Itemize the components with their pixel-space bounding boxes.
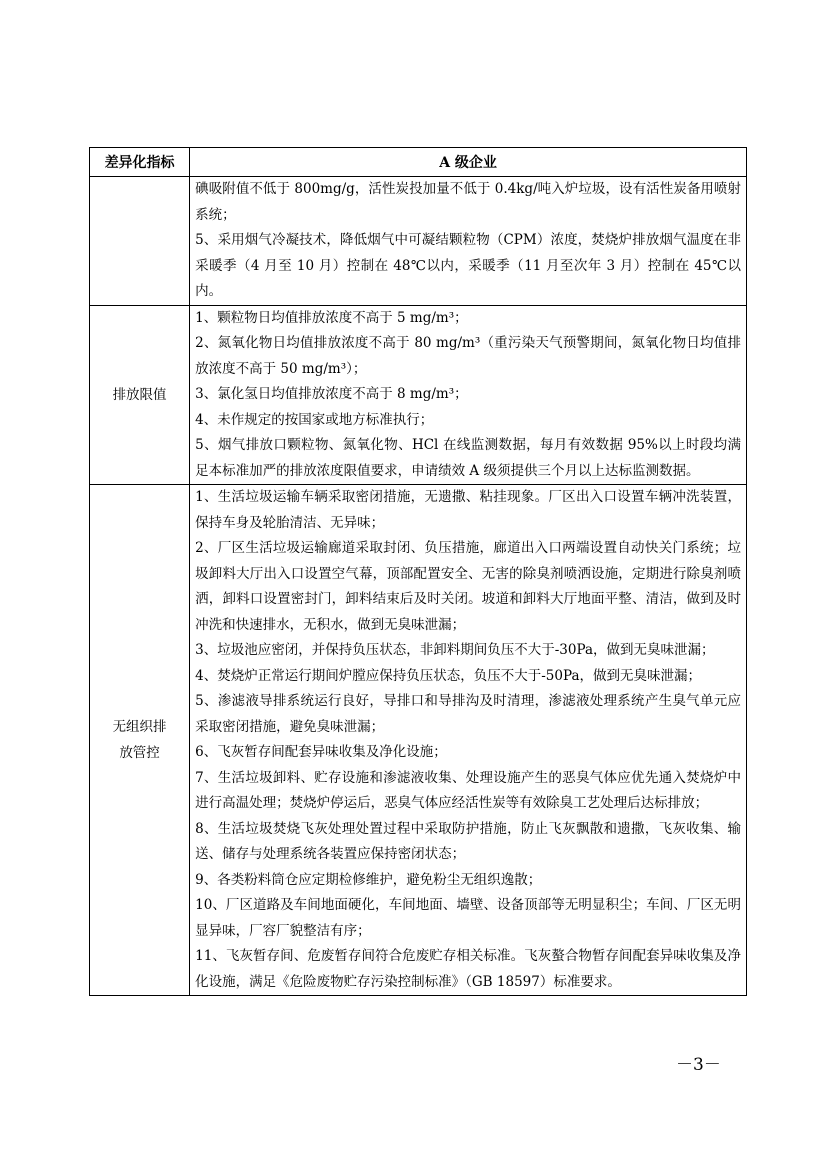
list-item: 5、烟气排放口颗粒物、氮氧化物、HCl 在线监测数据，每月有效数据 95%以上时段均满足本标准加严的排放浓度限值要求，申请绩效 A 级须提供三个月以上达标监测数据。 <box>195 437 741 479</box>
list-item: 5、渗滤液导排系统运行良好，导排口和导排沟及时清理，渗滤液处理系统产生臭气单元应采取密闭措施，避免臭味泄漏； <box>195 693 741 735</box>
header-grade-a: A 级企业 <box>190 148 747 177</box>
table-row-fugitive-control <box>90 485 747 996</box>
list-item: 8、生活垃圾焚烧飞灰处理处置过程中采取防护措施，防止飞灰飘散和遗撒，飞灰收集、输送、储存与处理系统各装置应保持密闭状态； <box>195 820 741 862</box>
row-category-text: 无组织排放管控 <box>112 719 167 761</box>
list-item: 7、生活垃圾卸料、贮存设施和渗滤液收集、处理设施产生的恶臭气体应优先通入焚烧炉中进行高温处理；焚烧炉停运后，恶臭气体应经活性炭等有效除臭工艺处理后达标排放； <box>195 769 741 811</box>
row-content <box>190 177 747 306</box>
list-item: 11、飞灰暂存间、危废暂存间符合危废贮存相关标准。飞灰螯合物暂存间配套异味收集及净化设施，满足《危险废物贮存污染控制标准》（GB 18597）标准要求。 <box>195 948 741 990</box>
row-category <box>90 485 190 996</box>
list-item: 2、氮氧化物日均值排放浓度不高于 80 mg/m³（重污染天气预警期间，氮氧化物日均值排放浓度不高于 50 mg/m³）； <box>195 335 741 377</box>
list-item: 9、各类粉料筒仓应定期检修维护，避免粉尘无组织逸散； <box>195 871 542 888</box>
table-row-emission-limits <box>90 305 747 485</box>
table-header-row <box>90 148 747 177</box>
row-content <box>190 485 747 996</box>
list-item: 2、厂区生活垃圾运输廊道采取封闭、负压措施，廊道出入口两端设置自动快关门系统；垃圾卸料大厅出入口设置空气幕，顶部配置安全、无害的除臭剂喷洒设施，定期进行除臭剂喷洒，卸料口设置密封门，卸料结束后及时关闭。坡道和卸料大厅地面平整、清洁，做到及时冲洗和快速排水，无积水，做到无臭味泄漏； <box>195 540 741 633</box>
list-item: 1、生活垃圾运输车辆采取密闭措施，无遗撒、粘挂现象。厂区出入口设置车辆冲洗装置，保持车身及轮胎清洁、无异味； <box>195 489 741 531</box>
list-item: 5、采用烟气冷凝技术，降低烟气中可凝结颗粒物（CPM）浓度，焚烧炉排放烟气温度在非采暖季（4 月至 10 月）控制在 48℃以内，采暖季（11 月至次年 3 月）控制在 45℃以内。 <box>195 232 741 299</box>
indicator-table <box>89 147 747 996</box>
row-category: 排放限值 <box>90 305 190 485</box>
list-item: 1、颗粒物日均值排放浓度不高于 5 mg/m³； <box>195 309 468 326</box>
table-row-continued <box>90 177 747 306</box>
row-category <box>90 177 190 306</box>
list-item: 3、氯化氢日均值排放浓度不高于 8 mg/m³； <box>195 386 468 402</box>
list-item: 4、焚烧炉正常运行期间炉膛应保持负压状态，负压不大于-50Pa，做到无臭味泄漏； <box>195 667 701 684</box>
header-indicator: 差异化指标 <box>90 148 190 177</box>
page-number: －3－ <box>676 1055 721 1075</box>
list-item: 10、厂区道路及车间地面硬化，车间地面、墙壁、设备顶部等无明显积尘；车间、厂区无明显异味，厂容厂貌整洁有序； <box>195 897 741 939</box>
list-item: 6、飞灰暂存间配套异味收集及净化设施； <box>195 744 447 760</box>
list-item: 碘吸附值不低于 800mg/g，活性炭投加量不低于 0.4kg/吨入炉垃圾，设有活性炭备用喷射系统； <box>195 181 741 223</box>
list-item: 3、垃圾池应密闭，并保持负压状态，非卸料期间负压不大于-30Pa，做到无臭味泄漏； <box>195 642 715 658</box>
row-content <box>190 305 747 485</box>
list-item: 4、未作规定的按国家或地方标准执行； <box>195 411 434 428</box>
